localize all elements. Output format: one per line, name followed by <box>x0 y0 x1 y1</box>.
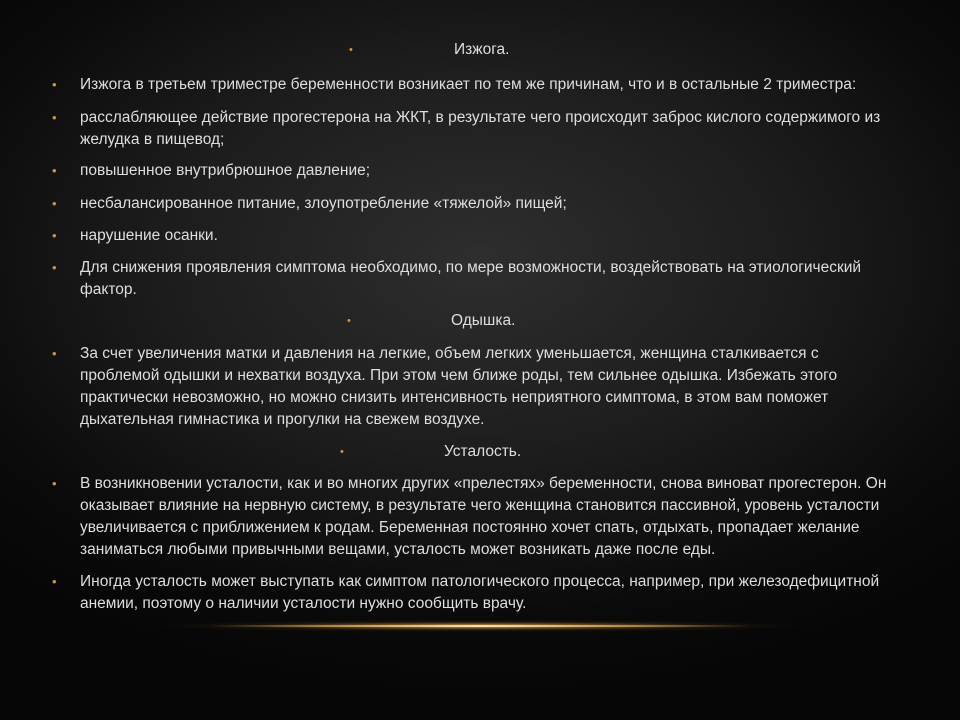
list-item-text: нарушение осанки. <box>80 227 218 244</box>
heading-fatigue-text: Усталость. <box>444 443 522 460</box>
heading-bullet: • <box>347 315 351 327</box>
list-item-text: За счет увеличения матки и давления на легкие, объем легких уменьшается, женщина сталкивается с проблемой одышки и нехватки воздуха. При этом чем ближе роды, тем сильнее одышка. Избежать этого практически невозможно, но можно снизить интенсивность неприятного симптома, в этом вам поможет дыхательная гимнастика и прогулки на свежем воздухе. <box>80 345 838 428</box>
bullet-icon: • <box>52 77 57 92</box>
heading-bullet: • <box>340 446 344 458</box>
list-item-text: повышенное внутрибрюшное давление; <box>80 162 371 179</box>
bullet-icon: • <box>52 260 57 275</box>
bullet-icon: • <box>52 110 57 125</box>
bullet-icon: • <box>52 228 57 243</box>
decorative-glow-core <box>210 625 750 627</box>
bullet-icon: • <box>52 346 57 361</box>
heading-heartburn-text: Изжога. <box>454 41 510 58</box>
list-item-text: расслабляющее действие прогестерона на ЖКТ, в результате чего происходит заброс кислого содержимого из желудка в пищевод; <box>80 109 881 148</box>
list-item-text: Иногда усталость может выступать как симптом патологического процесса, например, при железодефицитной анемии, поэтому о наличии усталости нужно сообщить врачу. <box>80 573 880 612</box>
list-item-text: несбалансированное питание, злоупотребление «тяжелой» пищей; <box>80 195 567 212</box>
list-item-text: В возникновении усталости, как и во многих других «прелестях» беременности, снова виноват прогестерон. Он оказывает влияние на нервную систему, в результате чего женщина становится пассивной, уровень усталости увеличивается с приближением к родам. Беременная постоянно хочет спать, отдыхать, пропадает желание заниматься любыми привычными вещами, усталость может возникать даже после еды. <box>80 475 887 558</box>
bullet-icon: • <box>52 574 57 589</box>
heading-shortness-of-breath-text: Одышка. <box>451 312 516 329</box>
bullet-icon: • <box>52 196 57 211</box>
heading-bullet: • <box>349 44 353 56</box>
bullet-icon: • <box>52 476 57 491</box>
bullet-icon: • <box>52 163 57 178</box>
list-item-text: Для снижения проявления симптома необходимо, по мере возможности, воздействовать на этиологический фактор. <box>80 259 862 298</box>
list-item-text: Изжога в третьем триместре беременности возникает по тем же причинам, что и в остальные 2 триместра: <box>80 76 857 93</box>
